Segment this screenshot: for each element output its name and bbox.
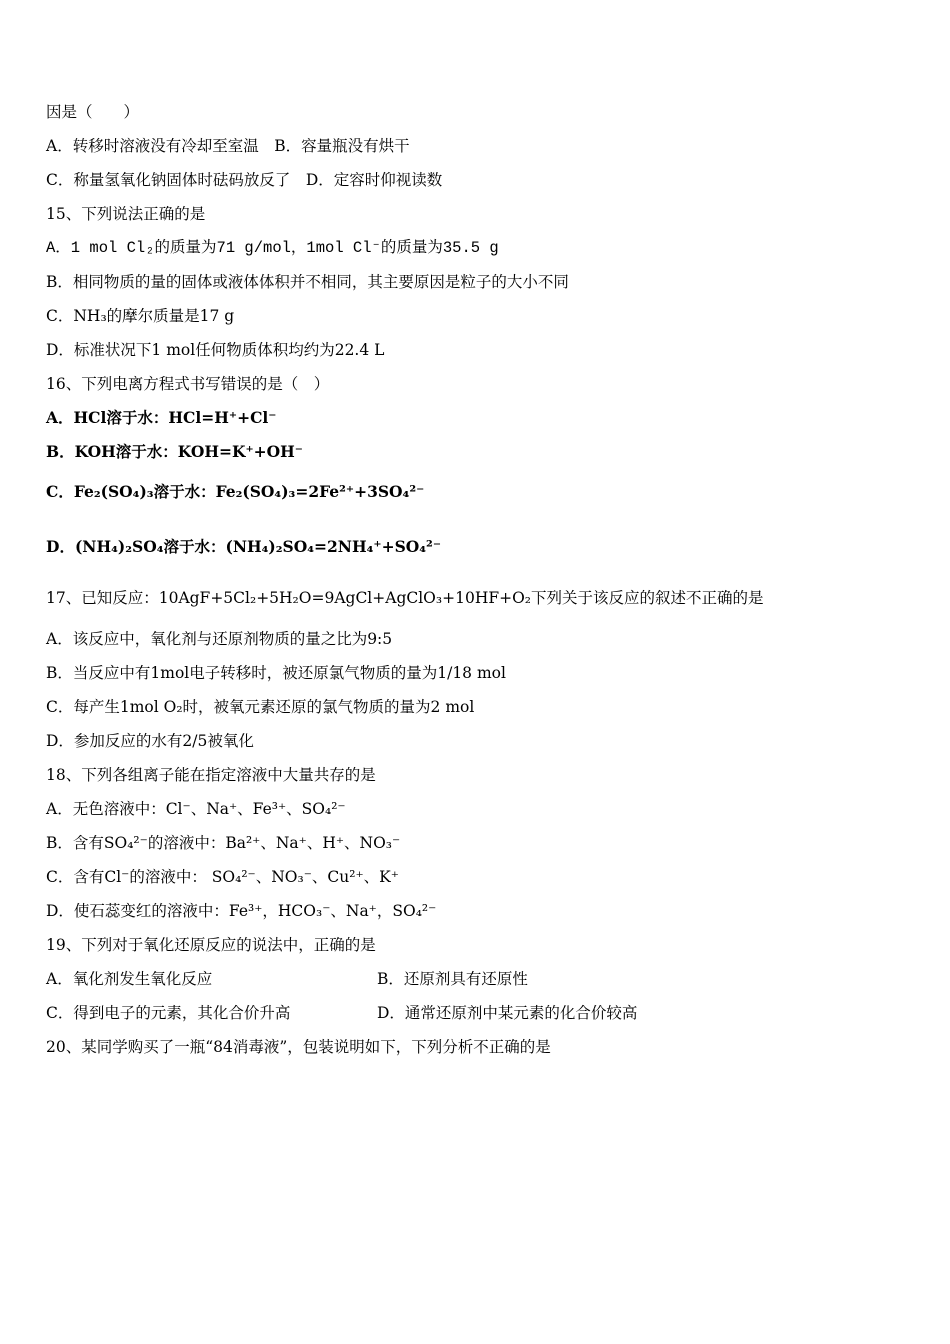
option-18d: D．使石蕊变红的溶液中：Fe³⁺，HCO₃⁻、Na⁺，SO₄²⁻ [46, 902, 437, 920]
question-20: 20、某同学购买了一瓶“84消毒液”，包装说明如下，下列分析不正确的是 [46, 1038, 551, 1056]
option-15c: C．NH₃的摩尔质量是17 g [46, 307, 235, 325]
option-19d: D．通常还原剂中某元素的化合价较高 [377, 1004, 638, 1022]
option-17b: B．当反应中有1mol电子转移时，被还原氯气物质的量为1/18 mol [46, 664, 506, 682]
question-18: 18、下列各组离子能在指定溶液中大量共存的是 [46, 766, 376, 784]
option-19b: B．还原剂具有还原性 [377, 970, 528, 988]
option-18c: C．含有Cl⁻的溶液中： SO₄²⁻、NO₃⁻、Cu²⁺、K⁺ [46, 868, 399, 886]
option-19c: C．得到电子的元素，其化合价升高 [46, 1004, 291, 1022]
option-17d: D．参加反应的水有2/5被氧化 [46, 732, 254, 750]
option-row-19ab [46, 965, 926, 999]
option-15a: A．1 mol Cl₂的质量为71 g/mol，1mol Cl⁻的质量为35.5 g [46, 239, 499, 257]
question-16: 16、下列电离方程式书写错误的是（ ） [46, 375, 330, 393]
document-page [46, 98, 926, 1067]
option-16b: B．KOH溶于水：KOH=K⁺+OH⁻ [46, 442, 303, 461]
option-16c: C．Fe₂(SO₄)₃溶于水：Fe₂(SO₄)₃=2Fe²⁺+3SO₄²⁻ [46, 482, 425, 501]
text-line: 因是（ ） [46, 103, 140, 121]
option-line: A．转移时溶液没有冷却至室温 B．容量瓶没有烘干 [46, 137, 410, 155]
option-15b: B．相同物质的量的固体或液体体积并不相同，其主要原因是粒子的大小不同 [46, 273, 569, 291]
option-16d: D．(NH₄)₂SO₄溶于水：(NH₄)₂SO₄=2NH₄⁺+SO₄²⁻ [46, 537, 442, 556]
option-19a: A．氧化剂发生氧化反应 [46, 970, 213, 988]
option-18b: B．含有SO₄²⁻的溶液中：Ba²⁺、Na⁺、H⁺、NO₃⁻ [46, 834, 401, 852]
option-17c: C．每产生1mol O₂时，被氧元素还原的氯气物质的量为2 mol [46, 698, 475, 716]
option-16a: A．HCl溶于水：HCl=H⁺+Cl⁻ [46, 408, 277, 427]
question-19: 19、下列对于氧化还原反应的说法中，正确的是 [46, 936, 376, 954]
option-15d: D．标准状况下1 mol任何物质体积均约为22.4 L [46, 341, 385, 359]
question-17: 17、已知反应：10AgF+5Cl₂+5H₂O=9AgCl+AgClO₃+10HF+O₂下列关于该反应的叙述不正确的是 [46, 589, 764, 607]
option-line: C．称量氢氧化钠固体时砝码放反了 D．定容时仰视读数 [46, 171, 443, 189]
question-15: 15、下列说法正确的是 [46, 205, 206, 223]
option-17a: A．该反应中，氧化剂与还原剂物质的量之比为9:5 [46, 630, 393, 648]
option-row-19cd [46, 999, 926, 1033]
option-18a: A．无色溶液中：Cl⁻、Na⁺、Fe³⁺、SO₄²⁻ [46, 800, 346, 818]
